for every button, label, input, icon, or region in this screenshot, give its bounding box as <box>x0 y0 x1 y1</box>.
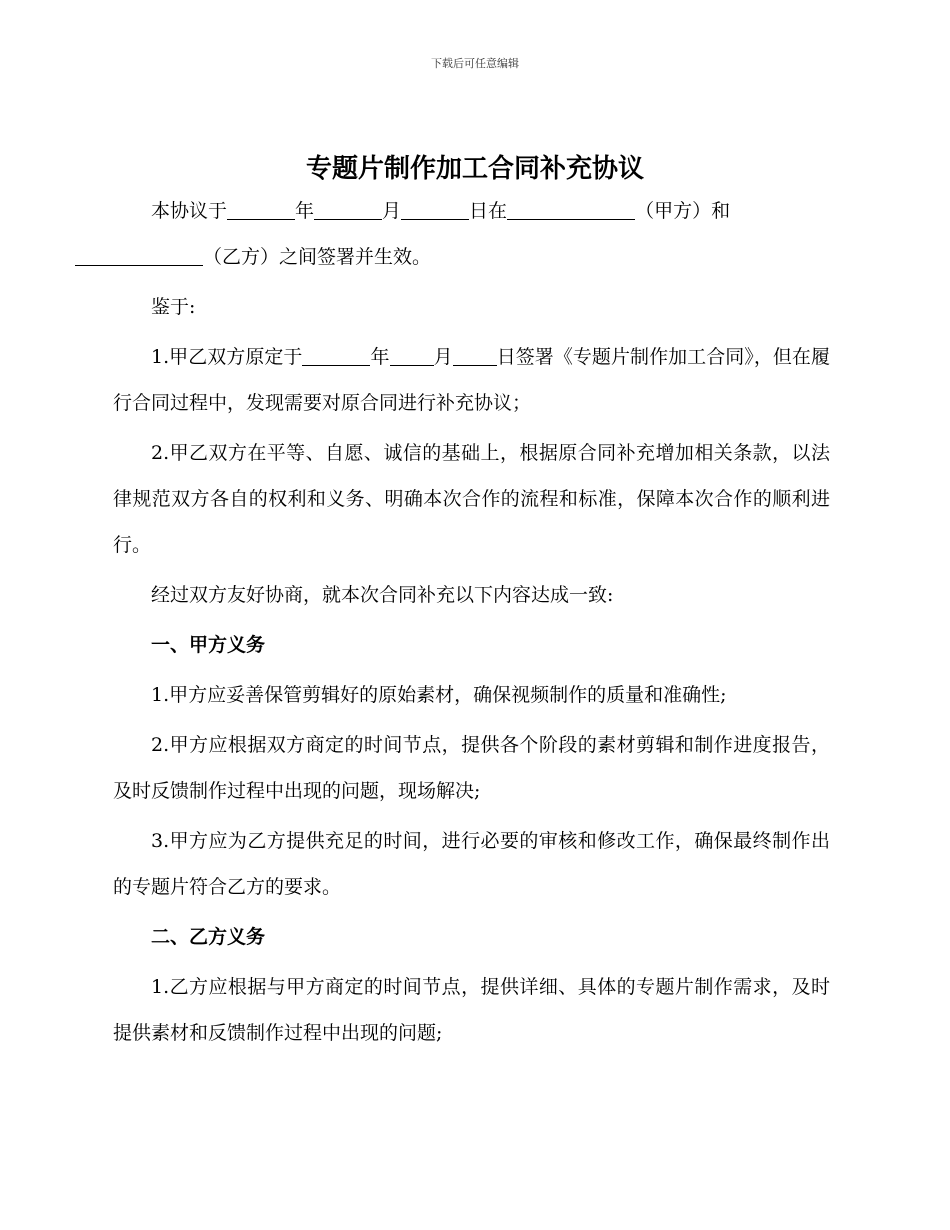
intro-day-label: 日在 <box>469 200 508 222</box>
intro-month-label: 月 <box>382 200 402 222</box>
section-a-heading: 一、甲方义务 <box>151 634 266 656</box>
location-blank <box>507 200 635 220</box>
section-b-heading: 二、乙方义务 <box>151 926 266 948</box>
intro-year-label: 年 <box>295 200 315 222</box>
whereas-1-month: 月 <box>433 346 453 368</box>
intro-party-a: （甲方）和 <box>635 200 731 222</box>
whereas-year-blank <box>302 346 370 366</box>
whereas-label: 鉴于: <box>151 296 196 318</box>
day-blank <box>401 200 469 220</box>
whereas-month-blank <box>390 346 434 366</box>
intro-text: 本协议于 <box>151 200 228 222</box>
document-title: 专题片制作加工合同补充协议 <box>305 154 644 184</box>
intro-party-b: （乙方）之间签署并生效。 <box>203 246 432 268</box>
document-body <box>113 188 830 1060</box>
whereas-item-2: 2.甲乙双方在平等、自愿、诚信的基础上，根据原合同补充增加相关条款，以法律规范双方各自的权利和义务、明确本次合作的流程和标准，保障本次合作的顺利进行。 <box>113 442 830 556</box>
whereas-item-1 <box>113 334 830 426</box>
intro-paragraph <box>113 188 830 280</box>
section-a-item: 3.甲方应为乙方提供充足的时间，进行必要的审核和修改工作，确保最终制作出的专题片符合乙方的要求。 <box>113 830 830 898</box>
agreement-intro: 经过双方友好协商，就本次合同补充以下内容达成一致: <box>151 584 614 606</box>
section-a-item: 1.甲方应妥善保管剪辑好的原始素材，确保视频制作的质量和准确性; <box>151 684 727 706</box>
whereas-1-year: 年 <box>370 346 390 368</box>
year-blank <box>227 200 295 220</box>
month-blank <box>314 200 382 220</box>
header-note: 下载后可任意编辑 <box>431 57 519 70</box>
section-a-item: 2.甲方应根据双方商定的时间节点，提供各个阶段的素材剪辑和制作进度报告，及时反馈制作过程中出现的问题，现场解决; <box>113 734 830 802</box>
whereas-1-suffix: 日签署《专题片制作加工合同》，但在履行合同过程中，发现需要对原合同进行补充协议； <box>113 346 830 414</box>
whereas-1-prefix: 1.甲乙双方原定于 <box>151 346 303 368</box>
section-b-item: 1.乙方应根据与甲方商定的时间节点，提供详细、具体的专题片制作需求，及时提供素材和反馈制作过程中出现的问题; <box>113 976 830 1044</box>
party-b-blank <box>75 246 203 266</box>
whereas-day-blank <box>453 346 497 366</box>
